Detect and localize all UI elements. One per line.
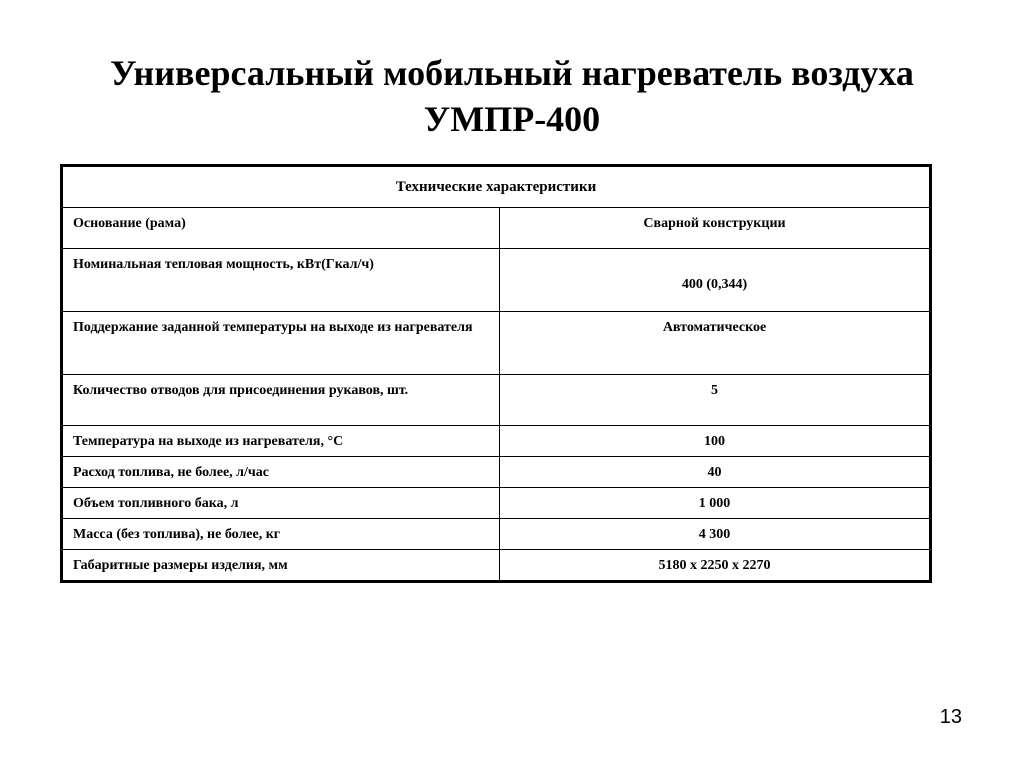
page-number: 13 (939, 706, 962, 728)
table-header-row (62, 166, 931, 208)
row-value: 40 (500, 457, 931, 488)
row-label: Поддержание заданной температуры на выходе из нагревателя (62, 312, 500, 375)
table-row (62, 519, 931, 550)
table-row (62, 550, 931, 582)
row-label: Расход топлива, не более, л/час (62, 457, 500, 488)
row-value: 5180 х 2250 х 2270 (500, 550, 931, 582)
table-row (62, 375, 931, 426)
row-label: Основание (рама) (62, 208, 500, 249)
table-row (62, 312, 931, 375)
table-row (62, 488, 931, 519)
row-value: 400 (0,344) (681, 277, 748, 292)
row-label: Габаритные размеры изделия, мм (62, 550, 500, 582)
row-value: Автоматическое (500, 312, 931, 375)
row-label: Масса (без топлива), не более, кг (62, 519, 500, 550)
row-value: Сварной конструкции (500, 208, 931, 249)
table-row (62, 457, 931, 488)
row-label: Количество отводов для присоединения рукавов, шт. (62, 375, 500, 426)
row-value: 5 (500, 375, 931, 426)
table-row (62, 426, 931, 457)
slide-title-line-2: УМПР-400 (423, 99, 601, 139)
slide-title (40, 50, 984, 142)
row-value-cell (500, 249, 931, 312)
table-row (62, 249, 931, 312)
slide-title-line-1: Универсальный мобильный нагреватель воздуха (110, 53, 914, 93)
row-value: 4 300 (500, 519, 931, 550)
table-row (62, 208, 931, 249)
row-value: 100 (500, 426, 931, 457)
row-value: 1 000 (500, 488, 931, 519)
row-label: Номинальная тепловая мощность, кВт(Гкал/ч) (62, 249, 500, 312)
table-header: Технические характеристики (62, 166, 931, 208)
specifications-table (60, 164, 932, 583)
row-label: Температура на выходе из нагревателя, °С (62, 426, 500, 457)
row-label: Объем топливного бака, л (62, 488, 500, 519)
